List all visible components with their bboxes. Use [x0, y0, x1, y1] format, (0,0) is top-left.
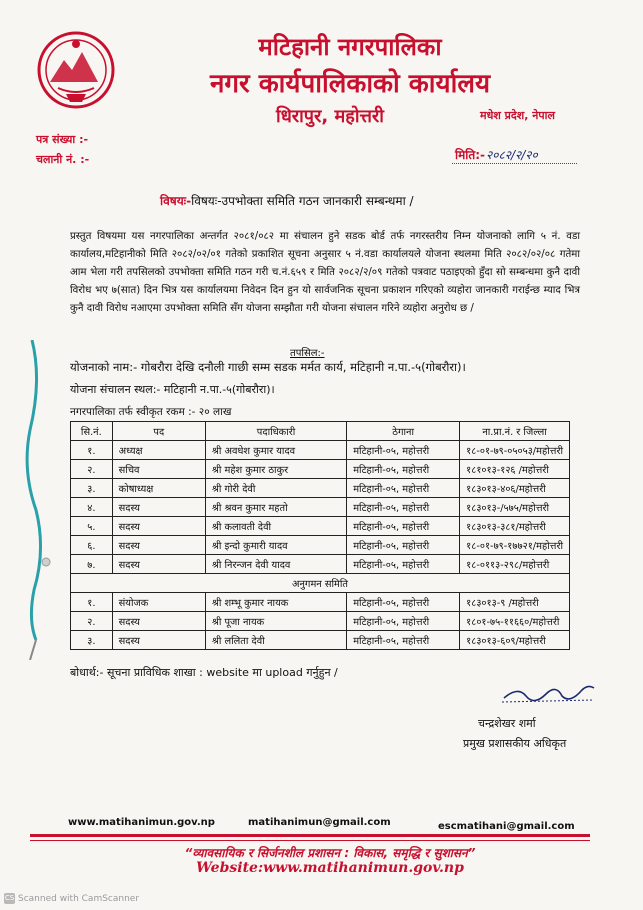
position-cell: सचिव [112, 460, 205, 479]
citizenship-cell: १८३०१३-/५७५/महोत्तरी [460, 498, 570, 517]
monitoring-committee-heading: अनुगमन समिति [71, 574, 570, 593]
position-cell: अध्यक्ष [112, 441, 205, 460]
government-emblem-icon [36, 30, 116, 110]
committee-table [70, 421, 570, 650]
position-cell: सदस्य [112, 517, 205, 536]
footer-email-primary: matihanimun@gmail.com [248, 817, 391, 828]
header-cell: पदाधिकारी [205, 422, 346, 441]
footer-website: www.matihanimun.gov.np [68, 817, 215, 828]
serial-cell: २. [71, 460, 113, 479]
approved-amount: नगरपालिका तर्फ स्वीकृत रकम :- २० लाख [70, 406, 232, 418]
address-cell: मटिहानी-०५, महोत्तरी [347, 460, 460, 479]
table-row [71, 479, 570, 498]
officer-cell: श्री पूजा नायक [205, 612, 346, 631]
position-cell: सदस्य [112, 612, 205, 631]
dispatch-number-label: चलानी नं. :- [36, 153, 90, 166]
signature-mark [500, 678, 596, 708]
details-heading: तपसिल:- [290, 348, 325, 359]
citizenship-cell: १८-०११३-२९८/महोत्तरी [460, 555, 570, 574]
address-cell: मटिहानी-०५, महोत्तरी [347, 441, 460, 460]
position-cell: सदस्य [112, 536, 205, 555]
office-name: नगर कार्यपालिकाको कार्यालय [209, 69, 491, 99]
reference-number-label: पत्र संख्या :- [36, 133, 89, 146]
binder-string [22, 340, 52, 660]
citizenship-cell: १८३०१३-३८१/महोत्तरी [460, 517, 570, 536]
citizenship-cell: १८१०१३-१२६ /महोत्तरी [460, 460, 570, 479]
footer-divider-thin [30, 840, 590, 841]
scanner-watermark-text: Scanned with CamScanner [18, 894, 140, 904]
body-paragraph: प्रस्तुत विषयमा यस नगरपालिका अन्तर्गत २०८१/०८२ मा संचालन हुने सडक बोर्ड तर्फ नगरस्तरीय निम्न योजनाको लागि ५ नं. वडा कार्यालय,मटिहानीको मिति २०८२/०२/०१ गतेको प्रकाशित सूचना अनुसार ५ नं.वडा कार्यालयले योजना स्थलमा मिति २०८२/०२/०८ गतेमा आम भेला गरी तपसिलको उपभोक्ता समिति गठन गरी च.नं.६५९ र मिति २०८२/२/०९ गतेको पत्रवाट पठाइएको हुँदा सो सम्बन्धमा कुनै दावी विरोध भए ७(सात) दिन भित्र यस कार्यालयमा निवेदन दिन हुन यो सार्वजनिक सूचना प्रकाशन गरिएको व्यहोरा जानकारी गराईन्छ म्याद भित्र कुनै दावी विरोध नआएमा उपभोक्ता समिति सँग योजना सम्झौता गरी योजना संचालन गरिने व्यहोरा अनुरोध छ / [70, 231, 580, 314]
table-row [71, 460, 570, 479]
footer-email-secondary: escmatihani@gmail.com [438, 821, 575, 832]
position-cell: सदस्य [112, 631, 205, 650]
subject-text: विषयः-उपभोक्ता समिति गठन जानकारी सम्बन्धमा / [191, 194, 414, 208]
footer-slogan: “व्यावसायिक र सिर्जनशील प्रशासन : विकास, समृद्धि र सुशासन” [184, 846, 476, 860]
subject-line [160, 192, 414, 209]
citizenship-cell: १८-०१-७९-०५०५३/महोत्तरी [460, 441, 570, 460]
municipality-name: मटिहानी नगरपालिका [258, 33, 442, 61]
address-cell: मटिहानी-०५, महोत्तरी [347, 593, 460, 612]
signatory-name: चन्द्रशेखर शर्मा [478, 717, 536, 730]
table-row [71, 517, 570, 536]
serial-cell: ४. [71, 498, 113, 517]
citizenship-cell: १८३०१३-९ /महोत्तरी [460, 593, 570, 612]
address-cell: मटिहानी-०५, महोत्तरी [347, 612, 460, 631]
serial-cell: ६. [71, 536, 113, 555]
serial-cell: ५. [71, 517, 113, 536]
header-cell: ना.प्रा.नं. र जिल्ला [460, 422, 570, 441]
officer-cell: श्री कलावती देवी [205, 517, 346, 536]
citizenship-cell: १८३०१३-६०९/महोत्तरी [460, 631, 570, 650]
position-cell: सदस्य [112, 498, 205, 517]
camscanner-logo-icon: CS [4, 894, 15, 902]
table-row [71, 631, 570, 650]
cc-line: बोधार्थ:- सूचना प्राविधिक शाखा : website मा upload गर्नुहुन / [70, 666, 338, 679]
serial-cell: ७. [71, 555, 113, 574]
footer-divider-thick [30, 834, 590, 837]
officer-cell: श्री महेश कुमार ठाकुर [205, 460, 346, 479]
table-row [71, 498, 570, 517]
citizenship-cell: १८-०१-७९-१७७२१/महोत्तरी [460, 536, 570, 555]
header-cell: ठेगाना [347, 422, 460, 441]
address-cell: मटिहानी-०५, महोत्तरी [347, 536, 460, 555]
serial-cell: ३. [71, 631, 113, 650]
project-name: योजनाको नाम:- गोबरौरा देखि दनौली गाछी सम्म सडक मर्मत कार्य, मटिहानी न.पा.-५(गोबरौरा)। [70, 360, 466, 374]
position-cell: सदस्य [112, 555, 205, 574]
scanner-watermark [4, 893, 139, 904]
table-row [71, 555, 570, 574]
date-value: २०८२/२/२० [486, 148, 538, 162]
table-header-row [71, 422, 570, 441]
signatory-title: प्रमुख प्रशासकीय अधिकृत [463, 737, 567, 750]
officer-cell: श्री इन्दो कुमारी यादव [205, 536, 346, 555]
officer-cell: श्री ललिता देवी [205, 631, 346, 650]
office-address: धिरापुर, महोत्तरी [276, 106, 384, 127]
project-location: योजना संचालन स्थल:- मटिहानी न.पा.-५(गोबरौरा)। [70, 383, 275, 396]
position-cell: कोषाध्यक्ष [112, 479, 205, 498]
address-cell: मटिहानी-०५, महोत्तरी [347, 479, 460, 498]
officer-cell: श्री शम्भू कुमार नायक [205, 593, 346, 612]
date-label: मिति:- [455, 148, 486, 162]
footer-website-full: Website:www.matihanimun.gov.np [196, 860, 464, 876]
address-cell: मटिहानी-०५, महोत्तरी [347, 498, 460, 517]
header-cell: पद [112, 422, 205, 441]
officer-cell: श्री श्रवन कुमार महतो [205, 498, 346, 517]
table-row [71, 612, 570, 631]
officer-cell: श्री गोरी देवी [205, 479, 346, 498]
table-row [71, 441, 570, 460]
position-cell: संयोजक [112, 593, 205, 612]
address-cell: मटिहानी-०५, महोत्तरी [347, 517, 460, 536]
officer-cell: श्री निरन्जन देवी यादव [205, 555, 346, 574]
province-label: मधेश प्रदेश, नेपाल [480, 109, 555, 122]
serial-cell: ३. [71, 479, 113, 498]
serial-cell: २. [71, 612, 113, 631]
citizenship-cell: १८३०१३-४०६/महोत्तरी [460, 479, 570, 498]
officer-cell: श्री अवधेश कुमार यादव [205, 441, 346, 460]
table-row [71, 593, 570, 612]
serial-cell: १. [71, 441, 113, 460]
header-cell: सि.नं. [71, 422, 113, 441]
date-underline [452, 163, 577, 164]
monitoring-committee-heading-row [71, 574, 570, 593]
address-cell: मटिहानी-०५, महोत्तरी [347, 555, 460, 574]
address-cell: मटिहानी-०५, महोत्तरी [347, 631, 460, 650]
table-row [71, 536, 570, 555]
citizenship-cell: १८०१-७५-११६६०/महोत्तरी [460, 612, 570, 631]
serial-cell: १. [71, 593, 113, 612]
subject-label: विषयः- [160, 194, 192, 208]
